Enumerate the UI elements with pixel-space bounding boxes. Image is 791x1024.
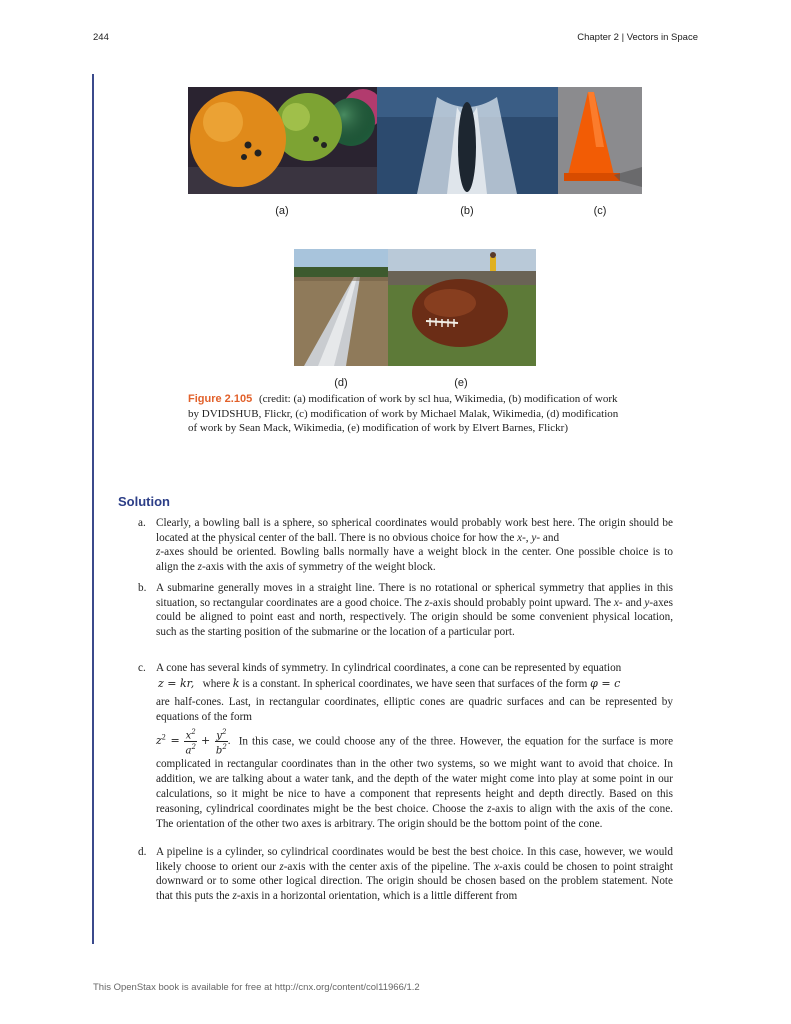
- math-var: z: [156, 546, 161, 559]
- math-var: x: [613, 596, 619, 609]
- chapter-title: Chapter 2 | Vectors in Space: [577, 32, 698, 43]
- item-text: A cone has several kinds of symmetry. In cylindrical coordinates, a cone can be represented by equation: [156, 662, 622, 674]
- solution-item-b: [138, 581, 673, 639]
- item-text: - and: [536, 531, 560, 544]
- item-text: -axis with the center axis of the pipeline. The: [283, 860, 495, 873]
- figure-label-c: (c): [593, 205, 607, 217]
- item-text: -axes could be aligned to point east and north, respectively. The origin should be some convenient physical location, such as the starting position of the submarine or the location of a particular port.: [156, 596, 673, 638]
- math-exponent: 2: [191, 743, 196, 752]
- math-var: z: [232, 889, 237, 902]
- figure-label-e: (e): [454, 377, 468, 389]
- item-text: -axes should be oriented. Bowling balls normally have a weight block in the center. One possible choice is to align the: [156, 546, 673, 573]
- math-punctuation: .: [227, 735, 231, 748]
- fraction-x-a: [184, 727, 196, 757]
- item-marker: a.: [138, 517, 146, 529]
- item-text: are half-cones. Last, in rectangular coordinates, elliptic cones are quadric surfaces and can be represented by equations of the form: [156, 696, 673, 723]
- page-number: 244: [93, 32, 109, 43]
- item-text: is a constant. In spherical coordinates, we have seen that surfaces of the form: [242, 678, 588, 690]
- math-var: k: [232, 677, 240, 690]
- item-text: -axis to align with the axis of the cone. The orientation of the other two axes is arbitrary. The origin should be the bottom point of the cone.: [156, 802, 673, 830]
- fraction-y-b: [215, 727, 228, 757]
- photo-football: [388, 249, 536, 366]
- photo-bowling-balls: [188, 87, 377, 194]
- figure-label-a: (a): [275, 205, 289, 217]
- math-var: z: [424, 596, 430, 609]
- math-operator: =: [165, 734, 185, 748]
- equation-z-kr: z = kr,: [158, 677, 195, 690]
- page-footer: This OpenStax book is available for free at http://cnx.org/content/col11966/1.2: [93, 982, 420, 993]
- solution-item-a: [138, 516, 673, 574]
- math-var: b: [215, 745, 223, 757]
- math-exponent: 2: [221, 728, 227, 736]
- math-var: x: [185, 730, 192, 742]
- equation-phi-c: φ = c: [590, 677, 621, 690]
- figure-credit: (credit: (a) modification of work by scl hua, Wikimedia, (b) modification of work by DVIDSHUB, Flickr, (c) modification of work by Michael Malak, Wikimedia, (d) modification of work by Sean Mack, Wikimedia, (e) modification of work by Elvert Barnes, Flickr): [188, 393, 619, 434]
- figure-label-d: (d): [334, 377, 348, 389]
- figure-caption: [188, 392, 628, 436]
- item-text: - and: [618, 596, 645, 609]
- item-marker: c.: [138, 662, 146, 674]
- item-text: -axis should probably point upward. The: [429, 596, 614, 609]
- math-var: x: [494, 860, 500, 873]
- math-var: z: [156, 734, 162, 748]
- solution-item-d: [138, 845, 673, 903]
- item-marker: b.: [138, 582, 147, 594]
- item-text: -,: [522, 531, 532, 544]
- math-var: y: [531, 531, 537, 544]
- item-marker: d.: [138, 846, 147, 858]
- item-text: In this case, we could choose any of the three. However, the equation for the surface is more complicated in rectangular coordinates than in the other two systems, so we might want to avoid that choice. In addition, we are talking about a water tank, and the depth of the water might come into play at some point in our calculations, so it might be nice to have a component that represents height and depth directly. Based on this reasoning, cylindrical coordinates might be the best choice. Choose the: [156, 735, 674, 815]
- figure-number: Figure 2.105: [188, 393, 253, 405]
- math-var: a: [185, 745, 192, 757]
- item-text: Clearly, a bowling ball is a sphere, so spherical coordinates would probably work best here. The origin should be located at the physical center of the ball. There is no obvious choice for how the: [156, 517, 673, 544]
- figure-label-b: (b): [460, 205, 474, 217]
- item-text: A pipeline is a cylinder, so cylindrical coordinates would be best the best choice. In this case, however, we would likely choose to orient our: [156, 846, 673, 873]
- item-text: -axis with the axis of symmetry of the weight block.: [202, 560, 436, 573]
- margin-rule: [92, 74, 94, 944]
- item-text: -axis in a horizontal orientation, which is a little different from: [236, 889, 518, 902]
- item-text: -axis could be chosen to point straight downward or to some other logical direction. The origin should be chosen based on the problem statement. Note that this puts the: [156, 860, 673, 902]
- math-var: x: [517, 531, 523, 544]
- math-var: y: [644, 596, 650, 609]
- item-text: where: [202, 678, 230, 690]
- solution-item-c: [138, 661, 674, 832]
- math-var: z: [279, 860, 284, 873]
- photo-submarine: [377, 87, 558, 194]
- math-operator: +: [200, 734, 215, 748]
- photo-pipeline: [294, 249, 388, 366]
- math-var: y: [216, 730, 222, 742]
- math-var: z: [197, 560, 202, 573]
- math-var: z: [487, 802, 492, 815]
- equation-elliptic-cone: [156, 728, 235, 757]
- math-exponent: 2: [222, 743, 227, 752]
- photo-traffic-cone: [558, 87, 642, 194]
- solution-heading: Solution: [118, 494, 170, 509]
- item-text: A submarine generally moves in a straight line. There is no rotational or spherical symmetry that applies in this situation, so rectangular coordinates are a good choice. The: [156, 582, 673, 609]
- math-exponent: 2: [191, 728, 196, 736]
- math-exponent: 2: [161, 732, 166, 742]
